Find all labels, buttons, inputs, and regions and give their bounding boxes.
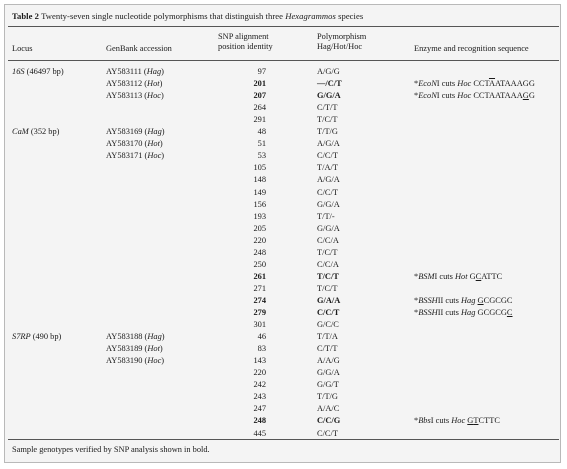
snp-position-cell: 156 (253, 200, 266, 209)
enzyme-cell: *BSSHII cuts Hag GCGCGC (414, 308, 513, 317)
polymorphism-cell: G/G/T (317, 380, 339, 389)
table-caption (12, 11, 363, 21)
snp-position-cell: 242 (253, 380, 266, 389)
snp-position-cell: 220 (253, 368, 266, 377)
snp-position-cell: 248 (253, 416, 266, 425)
polymorphism-cell: G/C/C (317, 320, 339, 329)
polymorphism-cell: G/A/A (317, 296, 341, 305)
top-rule (8, 26, 559, 27)
snp-position-cell: 445 (253, 429, 266, 438)
header-rule (8, 60, 559, 61)
snp-position-cell: 250 (253, 260, 266, 269)
snp-position-cell: 274 (253, 296, 266, 305)
header-position-line1: SNP alignment (218, 32, 269, 41)
polymorphism-cell: A/A/C (317, 404, 340, 413)
polymorphism-cell: C/C/T (317, 308, 340, 317)
polymorphism-cell: T/C/T (317, 115, 338, 124)
header-position-line2: position identity (218, 42, 273, 51)
polymorphism-cell: G/G/A (317, 200, 340, 209)
header-accession: GenBank accession (106, 44, 172, 53)
snp-position-cell: 220 (253, 236, 266, 245)
snp-position-cell: 193 (253, 212, 266, 221)
snp-position-cell: 105 (253, 163, 266, 172)
snp-position-cell: 149 (253, 188, 266, 197)
enzyme-cell: *BSMI cuts Hot GCATTC (414, 272, 503, 281)
table-footnote: Sample genotypes verified by SNP analysis shown in bold. (12, 445, 210, 454)
accession-cell: AY583190 (Hoc) (106, 356, 165, 365)
polymorphism-cell: T/T/A (317, 332, 338, 341)
accession-cell: AY583189 (Hot) (106, 344, 163, 353)
snp-position-cell: 243 (253, 392, 266, 401)
bottom-rule (8, 439, 559, 440)
snp-position-cell: 97 (257, 67, 266, 76)
accession-cell: AY583111 (Hag) (106, 67, 164, 76)
snp-position-cell: 148 (253, 175, 266, 184)
polymorphism-cell: A/G/A (317, 175, 340, 184)
accession-cell: AY583113 (Hoc) (106, 91, 164, 100)
enzyme-cell: *EcoNI cuts Hoc $CCT\overline{A}ATAAAGG$ (414, 79, 535, 88)
enzyme-cell: *BSSHII cuts Hag GCGCGC (414, 296, 513, 305)
locus-cell: S7RP (490 bp) (12, 332, 62, 341)
snp-position-cell: 143 (253, 356, 266, 365)
snp-position-cell: 201 (253, 79, 266, 88)
caption-text-end: species (335, 11, 364, 21)
snp-position-cell: 291 (253, 115, 266, 124)
snp-position-cell: 83 (257, 344, 266, 353)
header-enzyme: Enzyme and recognition sequence (414, 44, 529, 53)
accession-cell: AY583170 (Hot) (106, 139, 163, 148)
table-frame (4, 4, 561, 463)
polymorphism-cell: A/G/G (317, 67, 340, 76)
accession-cell: AY583188 (Hag) (106, 332, 165, 341)
polymorphism-cell: C/T/T (317, 103, 338, 112)
polymorphism-cell: A/G/A (317, 139, 340, 148)
locus-cell: CaM (352 bp) (12, 127, 60, 136)
polymorphism-cell: C/C/A (317, 236, 339, 245)
snp-position-cell: 46 (257, 332, 266, 341)
snp-position-cell: 48 (257, 127, 266, 136)
polymorphism-cell: C/T/T (317, 344, 338, 353)
polymorphism-cell: C/C/G (317, 416, 341, 425)
enzyme-cell: *BbsI cuts Hoc GTCTTC (414, 416, 500, 425)
polymorphism-cell: C/C/A (317, 260, 339, 269)
polymorphism-cell: G/G/A (317, 91, 341, 100)
polymorphism-cell: A/A/G (317, 356, 340, 365)
header-poly-line1: Polymorphism (317, 32, 367, 41)
polymorphism-cell: T/C/T (317, 272, 339, 281)
polymorphism-cell: C/C/T (317, 429, 338, 438)
caption-text: Twenty-seven single nucleotide polymorphisms that distinguish three (41, 11, 286, 21)
snp-position-cell: 51 (257, 139, 266, 148)
snp-position-cell: 207 (253, 91, 266, 100)
polymorphism-cell: T/T/G (317, 127, 338, 136)
snp-position-cell: 53 (257, 151, 266, 160)
locus-cell: 16S (46497 bp) (12, 67, 64, 76)
accession-cell: AY583171 (Hoc) (106, 151, 165, 160)
polymorphism-cell: T/C/T (317, 284, 338, 293)
snp-position-cell: 248 (253, 248, 266, 257)
caption-genus: Hexagrammos (285, 11, 336, 21)
polymorphism-cell: G/G/A (317, 224, 340, 233)
polymorphism-cell: T/T/- (317, 212, 335, 221)
polymorphism-cell: C/C/T (317, 151, 338, 160)
header-locus: Locus (12, 44, 33, 53)
snp-position-cell: 301 (253, 320, 266, 329)
polymorphism-cell: T/C/T (317, 248, 338, 257)
snp-position-cell: 261 (253, 272, 266, 281)
polymorphism-cell: G/G/A (317, 368, 340, 377)
snp-position-cell: 205 (253, 224, 266, 233)
polymorphism-cell: —/C/T (317, 79, 342, 88)
header-poly-line2: Hag/Hot/Hoc (317, 42, 363, 51)
accession-cell: AY583169 (Hag) (106, 127, 165, 136)
snp-position-cell: 247 (253, 404, 266, 413)
snp-position-cell: 271 (253, 284, 266, 293)
enzyme-cell: *EcoNI cuts Hoc CCTAATAAAGG (414, 91, 535, 100)
accession-cell: AY583112 (Hot) (106, 79, 163, 88)
table-label: Table 2 (12, 11, 40, 21)
snp-position-cell: 264 (253, 103, 266, 112)
snp-position-cell: 279 (253, 308, 266, 317)
polymorphism-cell: T/A/T (317, 163, 338, 172)
polymorphism-cell: T/T/G (317, 392, 338, 401)
polymorphism-cell: C/C/T (317, 188, 338, 197)
